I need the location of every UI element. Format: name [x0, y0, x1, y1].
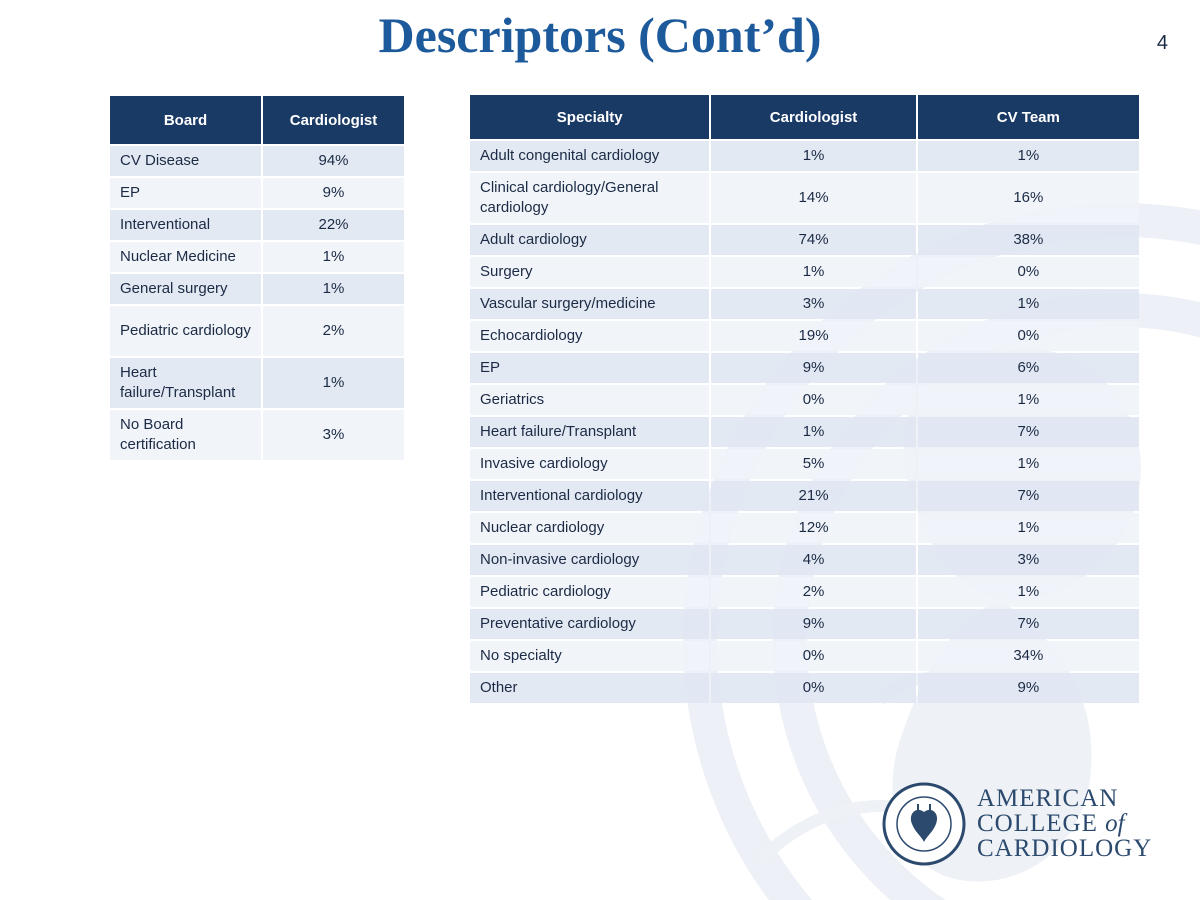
board-column-header: Board — [110, 96, 261, 144]
cv-team-cell: 0% — [918, 321, 1139, 351]
cardiologist-cell: 1% — [263, 242, 404, 272]
table-row — [470, 449, 1139, 479]
logo-line-1: AMERICAN — [977, 785, 1119, 812]
table-row — [470, 481, 1139, 511]
cardiologist-cell: 19% — [711, 321, 915, 351]
board-cell: Nuclear Medicine — [110, 242, 261, 272]
cardiologist-cell: 9% — [263, 178, 404, 208]
board-cell: Heart failure/Transplant — [110, 358, 261, 408]
table-row — [110, 146, 404, 176]
table-row — [470, 609, 1139, 639]
specialty-cell: Clinical cardiology/General cardiology — [470, 173, 709, 223]
cardiologist-cell: 14% — [711, 173, 915, 223]
cv-team-cell: 38% — [918, 225, 1139, 255]
cv-team-cell: 34% — [918, 641, 1139, 671]
board-cell: Interventional — [110, 210, 261, 240]
board-cell: No Board certification — [110, 410, 261, 460]
cardiologist-cell: 12% — [711, 513, 915, 543]
table-row — [470, 417, 1139, 447]
board-cell: CV Disease — [110, 146, 261, 176]
table-row — [470, 141, 1139, 171]
cv-team-cell: 3% — [918, 545, 1139, 575]
table-row — [110, 242, 404, 272]
table-row — [110, 274, 404, 304]
board-cell: General surgery — [110, 274, 261, 304]
table-row — [470, 673, 1139, 703]
specialty-cell: Invasive cardiology — [470, 449, 709, 479]
table-row — [470, 289, 1139, 319]
table-row — [470, 257, 1139, 287]
specialty-cell: Echocardiology — [470, 321, 709, 351]
page-number: 4 — [1156, 32, 1168, 54]
cardiologist-cell: 1% — [263, 358, 404, 408]
cardiologist-cell: 22% — [263, 210, 404, 240]
specialty-cell: Heart failure/Transplant — [470, 417, 709, 447]
cardiologist-cell: 5% — [711, 449, 915, 479]
table-row — [470, 225, 1139, 255]
specialty-cell: Adult congenital cardiology — [470, 141, 709, 171]
cv-team-column-header: CV Team — [918, 95, 1139, 139]
cardiologist-column-header: Cardiologist — [711, 95, 915, 139]
specialty-cell: Other — [470, 673, 709, 703]
cardiologist-cell: 9% — [711, 609, 915, 639]
cardiologist-cell: 94% — [263, 146, 404, 176]
table-row — [470, 513, 1139, 543]
cv-team-cell: 7% — [918, 417, 1139, 447]
specialty-table — [468, 93, 1141, 705]
logo-wordmark — [977, 786, 1152, 861]
specialty-cell: Preventative cardiology — [470, 609, 709, 639]
logo-line-2-suffix: of — [1105, 810, 1125, 837]
specialty-cell: Geriatrics — [470, 385, 709, 415]
specialty-cell: No specialty — [470, 641, 709, 671]
table-row — [470, 577, 1139, 607]
cv-team-cell: 1% — [918, 449, 1139, 479]
table-row — [110, 210, 404, 240]
cardiologist-column-header: Cardiologist — [263, 96, 404, 144]
cv-team-cell: 1% — [918, 289, 1139, 319]
logo-line-3: CARDIOLOGY — [977, 835, 1153, 862]
specialty-column-header: Specialty — [470, 95, 709, 139]
cardiologist-cell: 4% — [711, 545, 915, 575]
cv-team-cell: 1% — [918, 141, 1139, 171]
cardiologist-cell: 2% — [711, 577, 915, 607]
slide-title: Descriptors (Cont’d) — [378, 7, 822, 63]
cv-team-cell: 7% — [918, 609, 1139, 639]
specialty-cell: Surgery — [470, 257, 709, 287]
table-row — [110, 410, 404, 460]
logo-line-2 — [977, 811, 1152, 836]
cv-team-cell: 7% — [918, 481, 1139, 511]
specialty-cell: EP — [470, 353, 709, 383]
table-row — [470, 641, 1139, 671]
cardiologist-cell: 3% — [263, 410, 404, 460]
acc-seal-icon — [882, 782, 966, 866]
cardiologist-cell: 1% — [711, 417, 915, 447]
table-row — [470, 385, 1139, 415]
cv-team-cell: 6% — [918, 353, 1139, 383]
table-row — [110, 178, 404, 208]
board-table-header-row — [110, 96, 404, 144]
table-row — [110, 306, 404, 356]
cv-team-cell: 1% — [918, 385, 1139, 415]
specialty-cell: Pediatric cardiology — [470, 577, 709, 607]
board-cell: Pediatric cardiology — [110, 306, 261, 356]
cv-team-cell: 0% — [918, 257, 1139, 287]
table-row — [110, 358, 404, 408]
cardiologist-cell: 0% — [711, 673, 915, 703]
cardiologist-cell: 1% — [711, 141, 915, 171]
acc-logo — [882, 782, 1182, 866]
cardiologist-cell: 0% — [711, 641, 915, 671]
cardiologist-cell: 1% — [711, 257, 915, 287]
cardiologist-cell: 0% — [711, 385, 915, 415]
cardiologist-cell: 3% — [711, 289, 915, 319]
cv-team-cell: 16% — [918, 173, 1139, 223]
specialty-cell: Adult cardiology — [470, 225, 709, 255]
table-row — [470, 321, 1139, 351]
board-table — [108, 94, 406, 462]
cv-team-cell: 9% — [918, 673, 1139, 703]
specialty-cell: Non-invasive cardiology — [470, 545, 709, 575]
logo-line-2-prefix: COLLEGE — [977, 810, 1098, 837]
specialty-table-header-row — [470, 95, 1139, 139]
cardiologist-cell: 1% — [263, 274, 404, 304]
cardiologist-cell: 9% — [711, 353, 915, 383]
specialty-cell: Nuclear cardiology — [470, 513, 709, 543]
cv-team-cell: 1% — [918, 513, 1139, 543]
specialty-cell: Vascular surgery/medicine — [470, 289, 709, 319]
table-row — [470, 545, 1139, 575]
cardiologist-cell: 2% — [263, 306, 404, 356]
cardiologist-cell: 21% — [711, 481, 915, 511]
specialty-cell: Interventional cardiology — [470, 481, 709, 511]
table-row — [470, 353, 1139, 383]
cardiologist-cell: 74% — [711, 225, 915, 255]
table-row — [470, 173, 1139, 223]
board-cell: EP — [110, 178, 261, 208]
cv-team-cell: 1% — [918, 577, 1139, 607]
